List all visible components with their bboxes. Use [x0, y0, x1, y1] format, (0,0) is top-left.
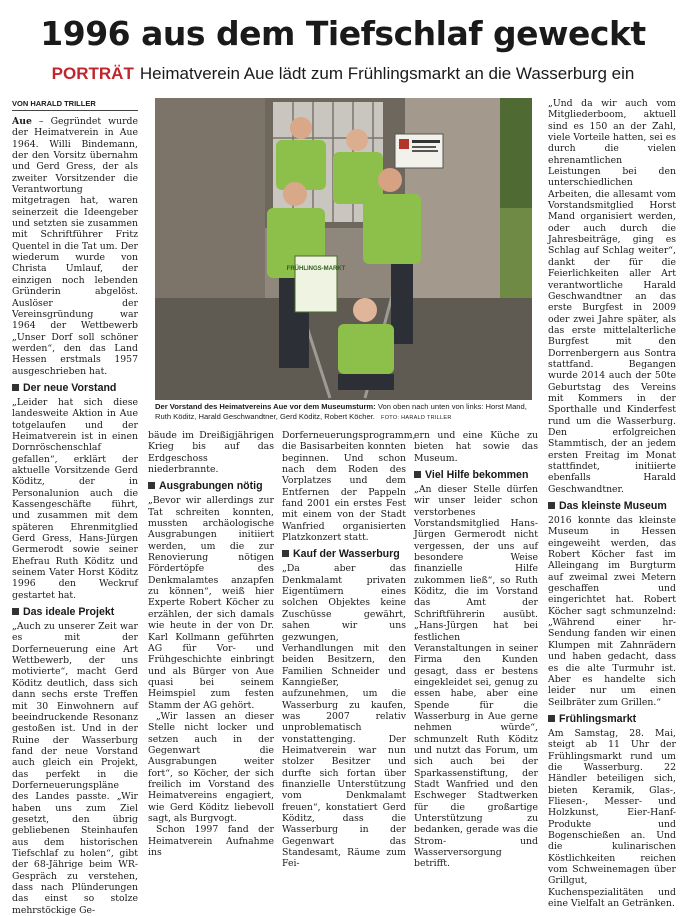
intro-text: – Gegründet wurde der Heimatverein in Aue 1964. Willi Bindemann, der den Vorsitz übernahm und Gerd Gress, der als zweiter Vorsitzender die Verantwortung mitgetragen hat, waren seinerzeit die Ideengeber und setzten sie zusammen mit Schriftführer Fritz Quentel in die Tat um. Der wiederum wurde von Christa Umlauf, der einzigen noch lebenden Gründerin abgelöst. Auslöser der Vereinsgründung war 1964 der Wettbewerb „Unser Dorf soll schöner werden“, den das Land Hessen erstmals 1957 ausgeschrieben hat. — [12, 116, 138, 377]
square-bullet-icon — [282, 550, 289, 557]
column-2 — [148, 430, 274, 858]
paragraph-hilfe: „An dieser Stelle dürfen wir unser leider schon verstorbenes Vorstandsmitglied Hans-Jürgen Germerodt nicht vergessen, der uns auf besondere Weise finanzielle Hilfe zukommen ließ“, so Ruth Köditz, die im Vorstand das Amt der Schriftführerin ausübt. „Hans-Jürgen hat bei festlichen Veranstaltungen in seiner Firma den Kunden gesagt, dass er bestens eingekleidet sei, genug zu essen habe, aber eine Spende für die Wasserburg in Aue gerne nehmen würde“, schmunzelt Ruth Köditz und nutzt das Forum, um sich auch bei der Sparkassenstiftung, der Stadt Wanfried und den Eschweger Stadtwerken für die großartige Unterstützung zu bedanken, gerade was die Strom- und Wasserversorgung betrifft. — [414, 484, 538, 870]
photo-caption — [155, 402, 535, 423]
paragraph-ausgrabungen-2: „Wir lassen an dieser Stelle nicht locker und setzen auch in der Gegenwart die Ausgrabungen weiter fort“, so Köcher, der sich freilich im Vorstand des Heimatvereins engagiert, wie Gerd Köditz liebevoll sagt, als Burgvogt. — [148, 710, 274, 824]
subheading-hilfe: Viel Hilfe bekommen — [414, 469, 538, 481]
subheading-museum: Das kleinste Museum — [548, 500, 676, 512]
paragraph-col2-start: bäude im Dreißigjährigen Krieg bis auf das Erdgeschoss niederbrannte. — [148, 430, 274, 476]
square-bullet-icon — [414, 471, 421, 478]
paragraph-projekt: „Auch zu unserer Zeit war es mit der Dorferneuerung eine Art Wettbewerb, der uns motivierte“, macht Gerd Köditz deutlich, dass sich dann sechs erste Treffen mit 30 Einwohnern auf beeindruckende Resonanz gestoßen ist. Und in der Ruine der Wasserburg fand der neue Vorstand auch gleich ein Projekt, das perfekt in die Dorferneuerungspläne des Landes passte. „Wir haben uns zum Ziel gesetzt, den übrig gebliebenen Steinhaufen aus dem historischen Tiefschlaf zu holen“, gibt der 68-Jährige beim WR-Gespräch zu verstehen, dass nach Plünderungen das einst so stolze mehrstöckige Ge- — [12, 621, 138, 916]
subheading-markt: Frühlingsmarkt — [548, 713, 676, 725]
column-3 — [282, 430, 416, 870]
paragraph-markt: Am Samstag, 28. Mai, steigt ab 11 Uhr der Frühlingsmarkt rund um die Wasserburg. 22 Händler beteiligen sich, bieten Keramik, Glas-, Fliesen-, Messer- und Holzkunst, Eier-Hanf-Produkte und Bogenschießen an. Und die kulinarischen Köstlichkeiten reichen vom Schweinemagen über Grillgut, Kuchenspezialitäten und eine Vielfalt an Getränken. — [548, 727, 676, 910]
intro-paragraph — [12, 116, 138, 377]
poster-text: FRÜHLINGS-MARKT — [286, 266, 346, 272]
square-bullet-icon — [548, 715, 555, 722]
subheadline — [0, 64, 686, 84]
paragraph-ausgrabungen-3: Schon 1997 fand der Heimatverein Aufnahme ins — [148, 824, 274, 859]
article-photo — [155, 98, 532, 400]
paragraph-col5-start: „Und da wir auch vom Mitgliederboom, aktuell sind es 150 an der Zahl, viele Vorteile hatten, sei es durch die vielen ehrenamtlichen Leistungen bei den unterschiedlichen Arbeiten, die allesamt vom Vorstandsmitglied Horst Mand organisiert werden, oder auch durch die Jahresbeiträge, ging es Schlag auf Schlag weiter“, dankt der für die Feierlichkeiten aller Art verantwortliche Harald Geschwandtner an das erste Burgfest in 2009 oder zwei Jahre später, als das erste mittelalterliche Burgfest mit den Dorrenbergern aus Sontra stattfand. Begangen wurde 2014 auch der 50te Geburtstag des Vereins mit Kommers in der Sporthalle und Kinderfest rund um die Wasserburg. Den erfolgreichen Stammtisch, der an jedem ersten Freitag im Monat stattfindet, initiierte ebenfalls Harald Geschwandtner. — [548, 98, 676, 495]
square-bullet-icon — [548, 502, 555, 509]
paragraph-col4-start: ern und eine Küche zu bieten hat sowie das Museum. — [414, 430, 538, 464]
byline: VON HARALD TRILLER — [12, 99, 138, 111]
subheading-ausgrabungen: Ausgrabungen nötig — [148, 480, 274, 492]
column-5 — [548, 98, 676, 909]
caption-text: Von oben nach unten von links: Horst Mand, Ruth Köditz, Harald Geschwandtner, Gerd Köditz, Robert Köcher. — [155, 402, 527, 421]
subheadline-text: Heimatverein Aue lädt zum Frühlingsmarkt an die Wasserburg ein — [139, 64, 635, 83]
subheading-vorstand: Der neue Vorstand — [12, 382, 138, 394]
column-1 — [12, 116, 138, 916]
paragraph-vorstand: „Leider hat sich diese landesweite Aktion in Aue totgelaufen und der Heimatverein ist in einen Dornröschenschlaf gefallen“, erklärt der aktuelle Vorsitzende Gerd Köditz, der in Personalunion auch die Kassengeschäfte führt, und zusammen mit dem späteren Ehrenmitglied Gerd Gress, Hans-Jürgen Germerodt sowie seiner Ehefrau Ruth Köditz und seinem Vater Horst Köditz 1996 den Weckruf gestartet hat. — [12, 396, 138, 601]
kicker: PORTRÄT — [51, 64, 134, 83]
square-bullet-icon — [12, 384, 19, 391]
square-bullet-icon — [12, 608, 19, 615]
intro-lead: Aue — [12, 116, 32, 127]
headline: 1996 aus dem Tiefschlaf geweckt — [40, 14, 646, 53]
subheading-kauf: Kauf der Wasserburg — [282, 548, 406, 560]
paragraph-ausgrabungen: „Bevor wir allerdings zur Tat schreiten konnten, mussten archäologische Ausgrabungen initiiert werden, um die zur Renovierung nötigen Fördertöpfe des Denkmalamtes anzapfen zu können“, weiß hier Experte Robert Köcher zu erzählen, der sich damals wie heute in der von Dr. Karl Kollmann geführten AG für Vor- und Frühgeschichte einbringt und als Bürger von Aue quasi bei seinem Heimspiel zum festen Stamm der AG gehört. — [148, 495, 274, 711]
column-4 — [414, 430, 538, 870]
square-bullet-icon — [148, 482, 155, 489]
photo-credit: FOTO: HARALD TRILLER — [381, 414, 452, 421]
caption-bold: Der Vorstand des Heimatvereins Aue vor dem Museumsturm: — [155, 402, 376, 411]
subheading-projekt: Das ideale Projekt — [12, 606, 138, 618]
paragraph-kauf: „Da aber das Denkmalamt privaten Eigentümern eines solchen Objektes keine Zuschüsse gewährt, sahen wir uns gezwungen, Verhandlungen mit den beiden Besitzern, den Familien Schneider und Kanngießer, aufzunehmen, um die Wasserburg zu kaufen, was 2007 relativ unproblematisch vonstattenging. Der Heimatverein war nun stolzer Besitzer und durfte sich fortan über finanzielle Unterstützung vom Denkmalamt freuen“, konstatiert Gerd Köditz, dass die Wasserburg in der Gegenwart das Standesamt, Räume zum Fei- — [282, 563, 406, 870]
paragraph-museum: 2016 konnte das kleinste Museum in Hessen eingeweiht werden, das Robert Köcher fast im Alleingang im Burgturm auf zweimal zwei Metern geschaffen und eingerichtet hat. Robert Köcher sagt schmunzelnd: „Während einer hr-Sendung fanden wir einen Klumpen mit Zahnrädern und haben gedacht, dass es die alte Turmuhr ist. Aber es handelte sich leider nur um einen Seilbräter zum Grillen.“ — [548, 515, 676, 708]
paragraph-col3-start: Dorferneuerungsprogramm, die Basisarbeiten konnten beginnen. Und schon nach dem Roden des Vorplatzes und dem Entfernen der Pappeln fand 2001 ein erstes Fest mit einem von der Stadt Wanfried organisierten Platzkonzert statt. — [282, 430, 416, 544]
